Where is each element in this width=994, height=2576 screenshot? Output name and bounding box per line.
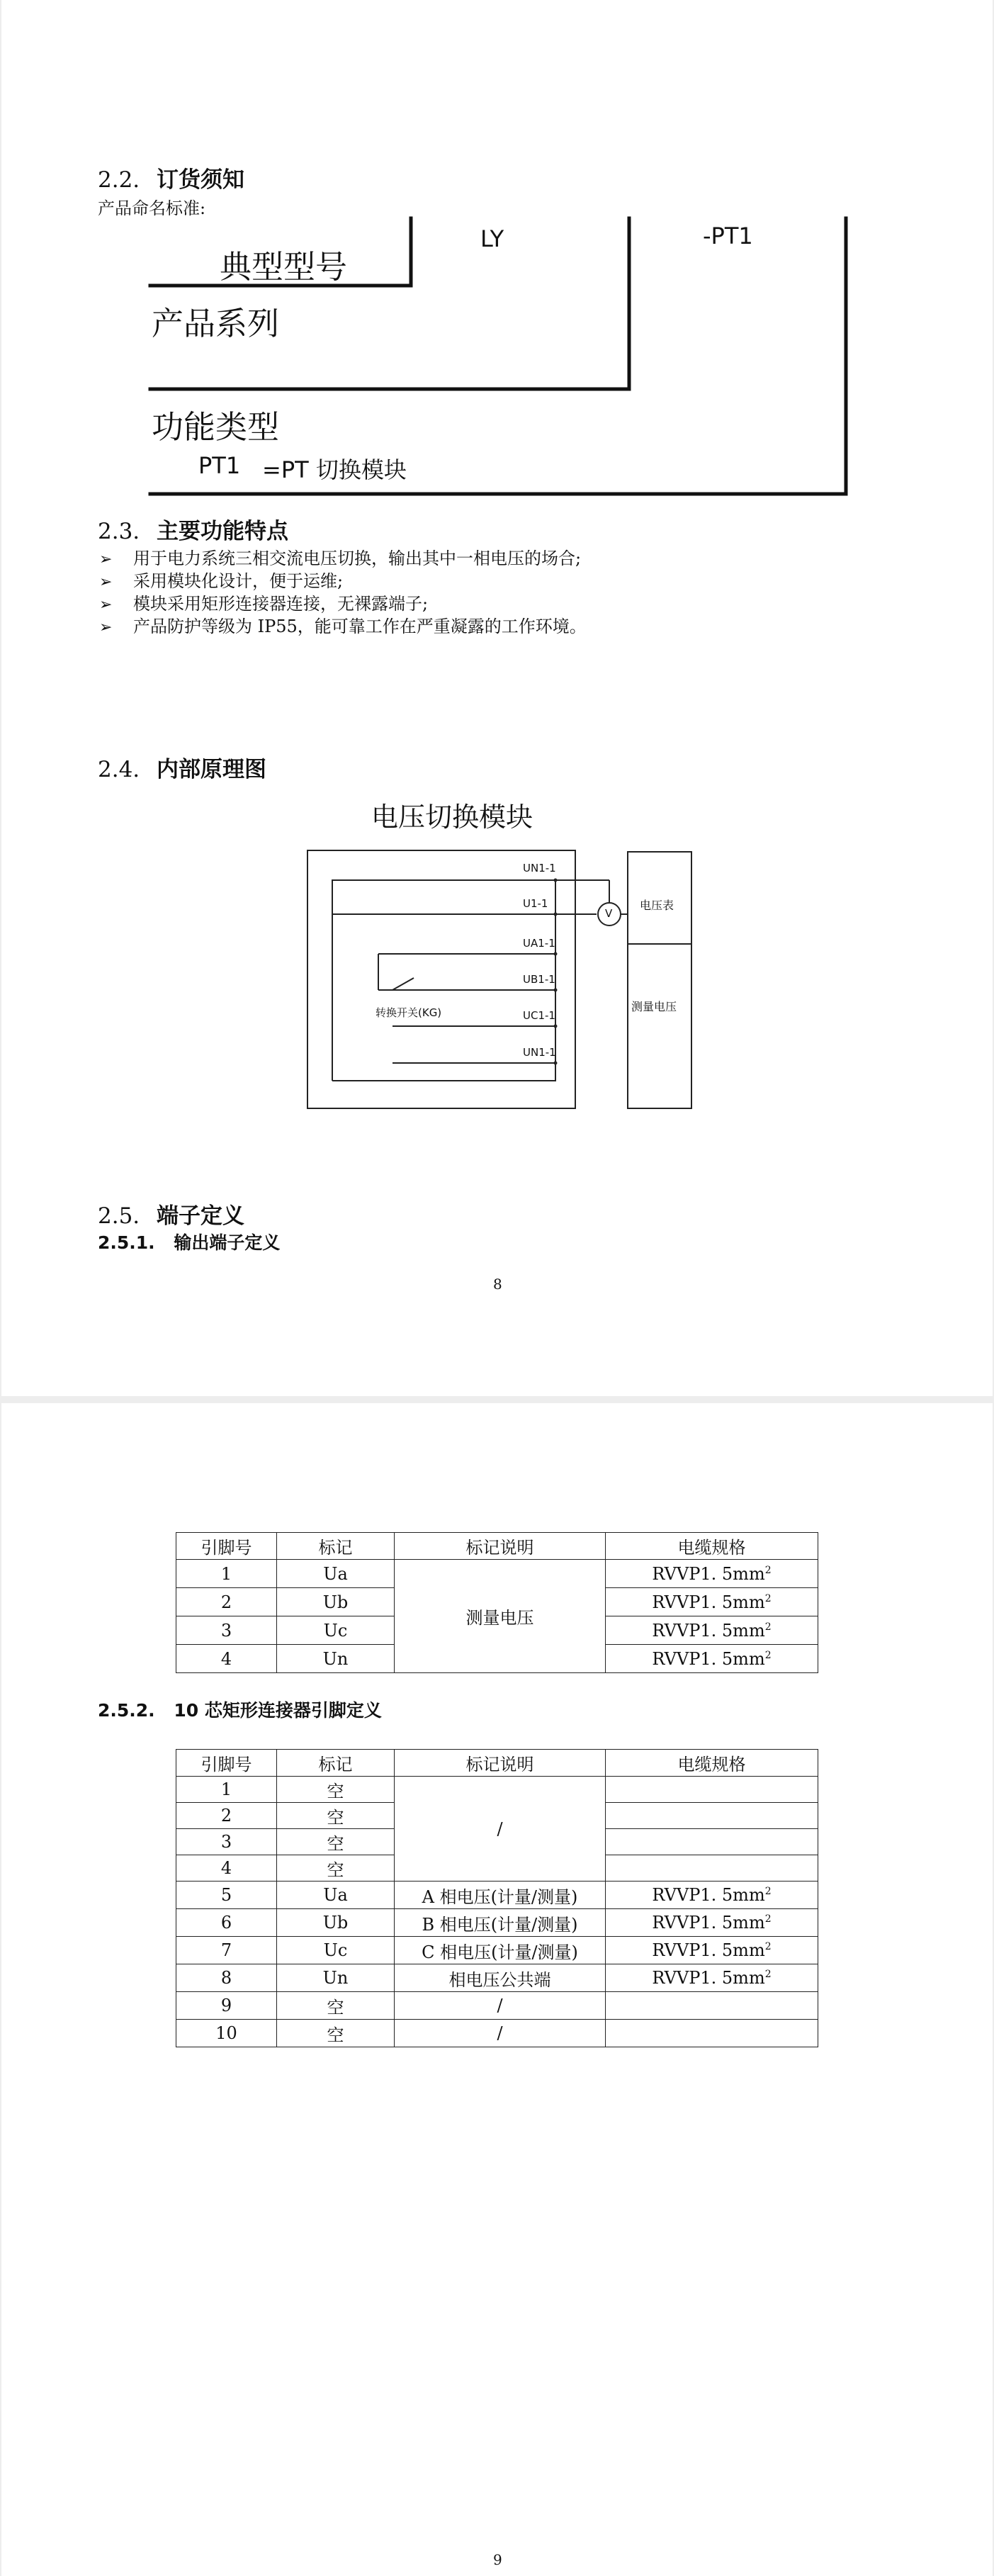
mark-cell: 空 bbox=[277, 2020, 395, 2047]
column-header: 标记 bbox=[277, 1750, 395, 1777]
mark-cell: Un bbox=[277, 1645, 395, 1673]
arrow-bullet-icon: ➢ bbox=[99, 619, 113, 636]
document-page-9 bbox=[1, 1403, 993, 2576]
cable-cell: RVVP1. $5mm^2$ bbox=[606, 1588, 818, 1616]
table-row bbox=[176, 1909, 818, 1937]
column-header: 标记说明 bbox=[395, 1533, 606, 1560]
feature-list bbox=[99, 547, 587, 638]
arrow-bullet-icon: ➢ bbox=[99, 573, 113, 591]
column-header: 标记 bbox=[277, 1533, 395, 1560]
pin-cell: 1 bbox=[176, 1777, 277, 1803]
arrow-bullet-icon: ➢ bbox=[99, 551, 113, 568]
desc-cell: / bbox=[395, 1992, 606, 2020]
table-header-row bbox=[176, 1533, 818, 1560]
mark-cell: Ua bbox=[277, 1560, 395, 1588]
pin-cell: 2 bbox=[176, 1803, 277, 1829]
table-row bbox=[176, 1777, 818, 1803]
pin-cell: 7 bbox=[176, 1937, 277, 1964]
list-item: ➢ 模块采用矩形连接器连接，无裸露端子; bbox=[99, 592, 587, 615]
terminal-label: UN1-1 bbox=[523, 862, 556, 874]
table-row bbox=[176, 1882, 818, 1909]
table-row bbox=[176, 1964, 818, 1992]
pin-cell: 10 bbox=[176, 2020, 277, 2047]
naming-diagram bbox=[1, 0, 993, 510]
pin-cell: 3 bbox=[176, 1829, 277, 1855]
mark-cell: 空 bbox=[277, 1803, 395, 1829]
mark-cell: Un bbox=[277, 1964, 395, 1992]
cable-cell bbox=[606, 1803, 818, 1829]
mark-cell: Ua bbox=[277, 1882, 395, 1909]
naming-caption: 产品命名标准: bbox=[98, 198, 206, 218]
model-suffix: -PT1 bbox=[703, 223, 753, 249]
cable-cell: RVVP1. $5mm^2$ bbox=[606, 1616, 818, 1645]
function-type-label: 功能类型 bbox=[152, 408, 280, 446]
pin-cell: 2 bbox=[176, 1588, 277, 1616]
table-header-row bbox=[176, 1750, 818, 1777]
terminal-label: U1-1 bbox=[523, 897, 548, 910]
pin-cell: 8 bbox=[176, 1964, 277, 1992]
desc-cell: / bbox=[395, 2020, 606, 2047]
pin-cell: 5 bbox=[176, 1882, 277, 1909]
section-heading-2-5: 2.5. 端子定义 bbox=[98, 1203, 245, 1229]
cable-cell: RVVP1. $5mm^2$ bbox=[606, 1645, 818, 1673]
list-item: ➢ 采用模块化设计，便于运维; bbox=[99, 570, 587, 592]
page-number: 8 bbox=[493, 1276, 502, 1293]
column-header: 电缆规格 bbox=[606, 1533, 818, 1560]
list-item: ➢ 产品防护等级为 IP55，能可靠工作在严重凝露的工作环境。 bbox=[99, 615, 587, 638]
arrow-bullet-icon: ➢ bbox=[99, 596, 113, 614]
document-page-8 bbox=[1, 0, 993, 1396]
cable-cell: RVVP1. $5mm^2$ bbox=[606, 1909, 818, 1937]
column-header: 电缆规格 bbox=[606, 1750, 818, 1777]
mark-cell: Uc bbox=[277, 1616, 395, 1645]
cable-cell: RVVP1. $5mm^2$ bbox=[606, 1937, 818, 1964]
list-item: ➢ 用于电力系统三相交流电压切换，输出其中一相电压的场合; bbox=[99, 547, 587, 570]
section-heading-2-3: 2.3. 主要功能特点 bbox=[98, 519, 289, 544]
cable-cell bbox=[606, 1829, 818, 1855]
cable-cell bbox=[606, 2020, 818, 2047]
section-heading-2-5-2: 2.5.2. 10 芯矩形连接器引脚定义 bbox=[98, 1700, 382, 1721]
connector-pin-table bbox=[176, 1749, 818, 2047]
cable-cell bbox=[606, 1855, 818, 1882]
pin-cell: 3 bbox=[176, 1616, 277, 1645]
terminal-label: UB1-1 bbox=[523, 973, 555, 986]
column-header: 引脚号 bbox=[176, 1750, 277, 1777]
terminal-label: UA1-1 bbox=[523, 937, 555, 950]
desc-cell: 测量电压 bbox=[395, 1560, 606, 1673]
typical-model-label: 典型型号 bbox=[220, 248, 348, 286]
pin-cell: 1 bbox=[176, 1560, 277, 1588]
desc-cell: 相电压公共端 bbox=[395, 1964, 606, 1992]
section-heading-2-5-1: 2.5.1. 输出端子定义 bbox=[98, 1232, 281, 1253]
mark-cell: 空 bbox=[277, 1777, 395, 1803]
column-header: 标记说明 bbox=[395, 1750, 606, 1777]
cable-cell bbox=[606, 1777, 818, 1803]
table-row bbox=[176, 1560, 818, 1588]
cable-cell bbox=[606, 1992, 818, 2020]
pin-cell: 4 bbox=[176, 1855, 277, 1882]
pin-cell: 6 bbox=[176, 1909, 277, 1937]
desc-cell: A 相电压(计量/测量) bbox=[395, 1882, 606, 1909]
voltmeter-label: 电压表 bbox=[640, 899, 674, 912]
page-number: 9 bbox=[493, 2551, 502, 2568]
pin-cell: 9 bbox=[176, 1992, 277, 2020]
mark-cell: Uc bbox=[277, 1937, 395, 1964]
product-series-label: 产品系列 bbox=[152, 305, 280, 342]
desc-cell: C 相电压(计量/测量) bbox=[395, 1937, 606, 1964]
switch-label: 转换开关(KG) bbox=[375, 1006, 442, 1019]
table-row bbox=[176, 2020, 818, 2047]
function-code: PT1 bbox=[198, 452, 241, 479]
mark-cell: Ub bbox=[277, 1588, 395, 1616]
mark-cell: 空 bbox=[277, 1829, 395, 1855]
cable-cell: RVVP1. $5mm^2$ bbox=[606, 1964, 818, 1992]
desc-cell: / bbox=[395, 1777, 606, 1882]
mark-cell: 空 bbox=[277, 1855, 395, 1882]
mark-cell: 空 bbox=[277, 1992, 395, 2020]
function-code-desc: =PT 切换模块 bbox=[262, 456, 407, 483]
section-heading-2-4: 2.4. 内部原理图 bbox=[98, 757, 267, 782]
desc-cell: B 相电压(计量/测量) bbox=[395, 1909, 606, 1937]
model-prefix: LY bbox=[480, 225, 504, 252]
table-row bbox=[176, 1937, 818, 1964]
diagram-title: 电压切换模块 bbox=[371, 802, 533, 833]
cable-cell: RVVP1. $5mm^2$ bbox=[606, 1882, 818, 1909]
measure-voltage-label: 测量电压 bbox=[631, 1000, 677, 1013]
terminal-label: UC1-1 bbox=[523, 1009, 555, 1022]
pin-cell: 4 bbox=[176, 1645, 277, 1673]
section-heading-2-2: 2.2. 订货须知 bbox=[98, 167, 245, 193]
terminal-label: UN1-1 bbox=[523, 1046, 556, 1059]
column-header: 引脚号 bbox=[176, 1533, 277, 1560]
cable-cell: RVVP1. $5mm^2$ bbox=[606, 1560, 818, 1588]
table-row bbox=[176, 1992, 818, 2020]
output-terminal-table bbox=[176, 1532, 818, 1673]
voltmeter-symbol: V bbox=[605, 907, 613, 920]
mark-cell: Ub bbox=[277, 1909, 395, 1937]
voltage-switch-schematic bbox=[1, 836, 993, 1120]
